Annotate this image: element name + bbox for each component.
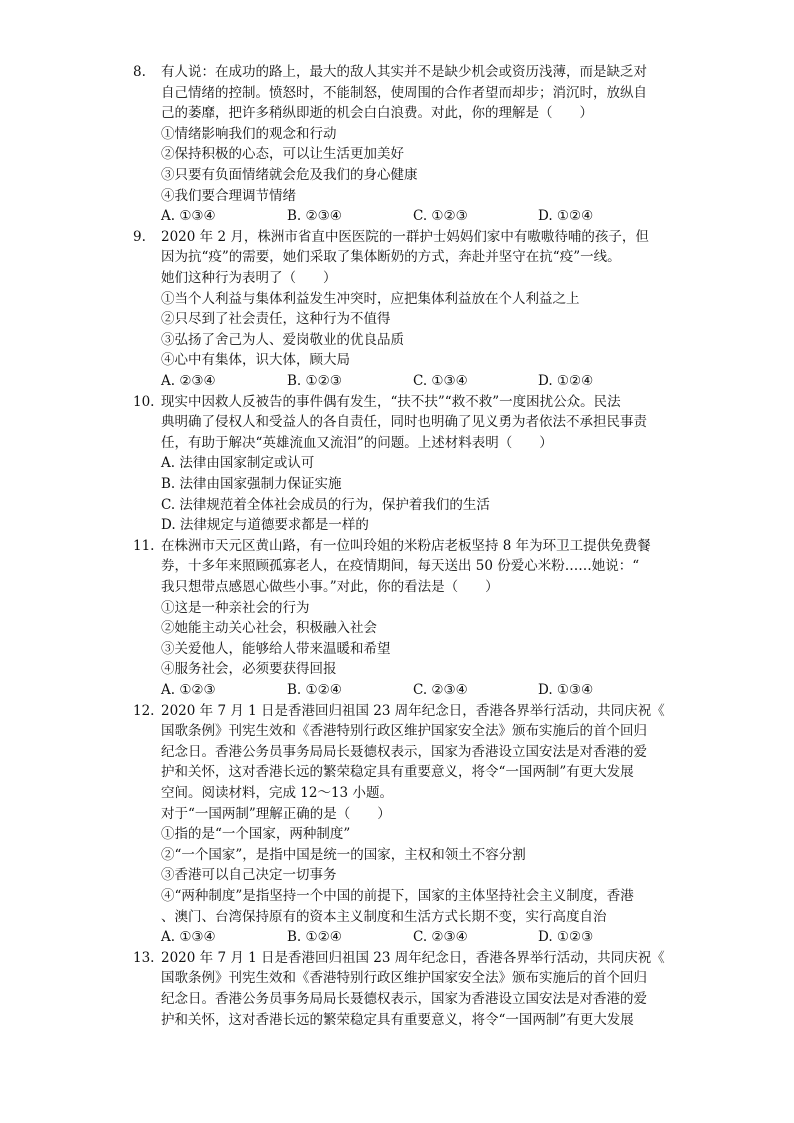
choice-b: B. ①②④ [287, 929, 342, 946]
choice-b: B. ①②④ [287, 682, 342, 698]
question-stem-line: 纪念日。香港公务员事务局局长聂德权表示，国家为香港设立国安法是对香港的爱 [161, 743, 647, 760]
statement-2: ②“一个国家”，是指中国是统一的国家，主权和领土不容分割 [161, 846, 526, 863]
question-prompt: 对于“一国两制”理解正确的是（ ） [161, 805, 391, 822]
choice-d: D. ①②③ [538, 929, 594, 946]
question-stem-line: 有人说：在成功的路上，最大的敌人其实并不是缺少机会或资历浅薄，而是缺乏对 [161, 64, 647, 80]
statement-3: ③香港可以自己决定一切事务 [161, 867, 337, 884]
question-stem-line: 护和关怀，这对香港长远的繁荣稳定具有重要意义，将令“一国两制”有更大发展 [161, 1011, 634, 1028]
question-stem-line: 她们这种行为表明了（ ） [161, 270, 337, 286]
question-stem-line: 典明确了侵权人和受益人的各自责任，同时也明确了见义勇为者依法不承担民事责 [161, 414, 647, 431]
choice-c: C. ①②③ [413, 208, 468, 225]
statement-2: ②她能主动关心社会，积极融入社会 [161, 620, 377, 637]
choice-c: C. ②③④ [413, 682, 468, 698]
question-stem-line: 2020 年 7 月 1 日是香港回归祖国 23 周年纪念日，香港各界举行活动，共同庆祝《 [161, 702, 665, 719]
choice-b: B. ②③④ [287, 208, 342, 225]
question-stem-line: 国歌条例》刊宪生效和《香港特别行政区维护国家安全法》颁布实施后的首个回归 [161, 970, 647, 987]
choice-b: B. 法律由国家强制力保证实施 [161, 476, 342, 492]
question-stem-line: 己的萎靡，把许多稍纵即逝的机会白白浪费。对此，你的理解是（ ） [161, 105, 593, 122]
question-stem-line: 2020 年 7 月 1 日是香港回归祖国 23 周年纪念日，香港各界举行活动，共同庆祝《 [161, 949, 665, 966]
question-number: 9. [133, 228, 146, 245]
choice-b: B. ①②③ [287, 373, 342, 389]
question-stem-line: 护和关怀，这对香港长远的繁荣稳定具有重要意义，将令“一国两制”有更大发展 [161, 764, 634, 781]
choice-d: D. ①③④ [538, 682, 594, 698]
choice-a: A. 法律由国家制定或认可 [161, 455, 315, 472]
question-stem-line: 在株洲市天元区黄山路，有一位叫玲姐的米粉店老板坚持 8 年为环卫工提供免费餐 [161, 537, 651, 554]
question-number: 8. [133, 64, 146, 80]
question-stem-line: 我只想带点感恩心做些小事。”对此，你的看法是（ ） [161, 579, 499, 595]
question-stem-line: 2020 年 2 月，株洲市省直中医医院的一群护士妈妈们家中有嗷嗷待哺的孩子，但 [161, 228, 649, 245]
statement-1: ①情绪影响我们的观念和行动 [161, 125, 337, 142]
question-number: 13. [133, 949, 155, 966]
question-stem-line: 纪念日。香港公务员事务局局长聂德权表示，国家为香港设立国安法是对香港的爱 [161, 991, 647, 1007]
choice-c: C. 法律规范着全体社会成员的行为，保护着我们的生活 [161, 496, 490, 513]
question-number: 10. [133, 393, 155, 410]
statement-4: ④我们要合理调节情绪 [161, 187, 296, 204]
choice-a: A. ①②③ [161, 682, 216, 698]
statement-4-continued: 、澳门、台湾保持原有的资本主义制度和生活方式长期不变，实行高度自治 [161, 908, 607, 925]
choice-c: C. ②③④ [413, 929, 468, 946]
question-number: 11. [133, 537, 155, 554]
choice-d: D. ①②④ [538, 373, 594, 389]
choice-d: D. ①②④ [538, 208, 594, 225]
question-stem-line: 空间。阅读材料，完成 12～13 小题。 [161, 785, 393, 801]
statement-4: ④服务社会，必须要获得回报 [161, 661, 337, 678]
statement-4: ④心中有集体，识大体，顾大局 [161, 352, 350, 369]
statement-1: ①这是一种亲社会的行为 [161, 599, 310, 616]
statement-3: ③弘扬了舍己为人、爱岗敬业的优良品质 [161, 331, 404, 348]
choice-a: A. ①③④ [161, 208, 216, 225]
question-number: 12. [133, 702, 155, 719]
statement-2: ②保持积极的心态，可以让生活更加美好 [161, 146, 404, 163]
choice-d: D. 法律规定与道德要求都是一样的 [161, 517, 369, 534]
choice-a: A. ①③④ [161, 929, 216, 946]
question-stem-line: 自己情绪的控制。愤怒时，不能制怒，使周围的合作者望而却步；消沉时，放纵自 [161, 84, 647, 101]
statement-1: ①指的是“一个国家，两种制度” [161, 826, 351, 843]
question-stem-line: 现实中因救人反被告的事件偶有发生，“扶不扶”“救不救”一度困扰公众。民法 [161, 393, 621, 410]
statement-2: ②只尽到了社会责任，这种行为不值得 [161, 311, 391, 328]
question-stem-line: 券，十多年来照顾孤寡老人，在疫情期间，每天送出 50 份爱心米粉……她说：“ [161, 558, 640, 575]
statement-1: ①当个人利益与集体利益发生冲突时，应把集体利益放在个人利益之上 [161, 290, 580, 307]
question-stem-line: 任，有助于解决“英雄流血又流泪”的问题。上述材料表明（ ） [161, 434, 553, 451]
choice-c: C. ①③④ [413, 373, 468, 389]
statement-4: ④“两种制度”是指坚持一个中国的前提下，国家的主体坚持社会主义制度，香港 [161, 888, 634, 904]
statement-3: ③只要有负面情绪就会危及我们的身心健康 [161, 167, 418, 183]
question-stem-line: 国歌条例》刊宪生效和《香港特别行政区维护国家安全法》颁布实施后的首个回归 [161, 723, 647, 740]
choice-a: A. ②③④ [161, 373, 216, 389]
statement-3: ③关爱他人，能够给人带来温暖和希望 [161, 640, 391, 657]
question-stem-line: 因为抗“疫”的需要，她们采取了集体断奶的方式，奔赴并坚守在抗“疫”一线。 [161, 249, 621, 266]
